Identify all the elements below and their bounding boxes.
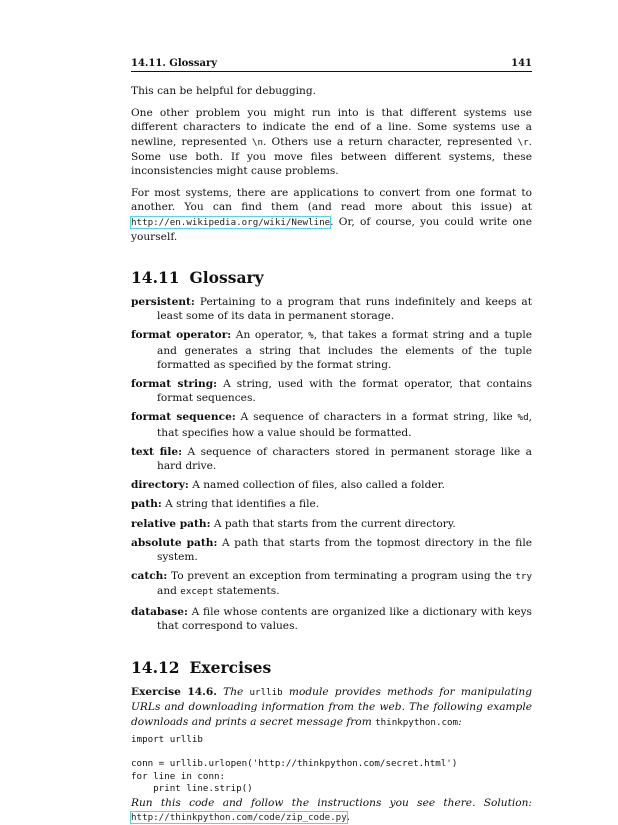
glossary-entry-format-sequence: format sequence: A sequence of characters in a format string, like %d, that specifies how a value should be formatted. — [131, 411, 532, 439]
glossary-entry-persistent: persistent: Pertaining to a program that runs indefinitely and keeps at least some of its data in permanent storage. — [131, 296, 532, 323]
glossary-entry-database: database: A file whose contents are organized like a dictionary with keys that correspond to values. — [131, 605, 532, 632]
newline-wiki-link[interactable]: http://en.wikipedia.org/wiki/Newline — [131, 216, 331, 228]
running-head — [131, 58, 532, 72]
glossary-entry-absolute-path: absolute path: A path that starts from the topmost directory in the file system. — [131, 536, 532, 564]
paragraph-debugging: This can be helpful for debugging. — [131, 85, 317, 97]
glossary-entry-format-string: format string: A string, used with the format operator, that contains format sequences. — [131, 378, 533, 405]
code-block: conn = urllib.urlopen('http://thinkpython.com/secret.html') for line in conn: print line.strip() — [131, 758, 458, 795]
page-number: 141 — [511, 58, 532, 69]
glossary-entry-directory: directory: A named collection of files, also called a folder. — [131, 479, 445, 492]
glossary-entry-path: path: A string that identifies a file. — [131, 498, 320, 511]
paragraph-convert: For most systems, there are applications to convert from one format to another. You can find them (and read more about this issue) at http://en.wikipedia.org/wiki/Newline. Or, of course, you could write one yourself. — [131, 187, 532, 243]
glossary-entry-relative-path: relative path: A path that starts from the current directory. — [131, 517, 456, 530]
code-newline: \n — [251, 136, 264, 148]
glossary-entry-format-operator: format operator: An operator, %, that takes a format string and a tuple and generates a string that includes the elements of the tuple formatted as specified by the format string. — [131, 329, 532, 371]
exercise-14-6-outro: Run this code and follow the instructions you see there. Solution: http://thinkpython.com/code/zip_code.py. — [131, 797, 532, 824]
glossary-entry-text-file: text file: A sequence of characters stored in permanent storage like a hard drive. — [131, 445, 532, 473]
solution-link[interactable]: http://thinkpython.com/code/zip_code.py — [131, 812, 347, 824]
glossary-heading: 14.11 Glossary — [131, 268, 264, 288]
code-return: \r — [517, 136, 529, 148]
exercise-14-6-intro: Exercise 14.6. The urllib module provides methods for manipulating URLs and downloading information from the web. The following example downloads and prints a secret message from thinkpython.com: — [131, 686, 532, 728]
exercises-heading: 14.12 Exercises — [131, 658, 272, 678]
glossary-entry-catch: catch: To prevent an exception from terminating a program using the try and except statements. — [131, 570, 532, 598]
section-title: 14.11. Glossary — [131, 58, 218, 69]
book-page — [131, 58, 532, 825]
code-import: import urllib — [131, 733, 203, 745]
paragraph-newline: One other problem you might run into is that different systems use different characters to indicate the end of a line. Some systems use a newline, represented \n. Others use a return character, represented \r. Some use both. If you move files between different systems, these inconsistencies might cause problems. — [131, 107, 532, 178]
